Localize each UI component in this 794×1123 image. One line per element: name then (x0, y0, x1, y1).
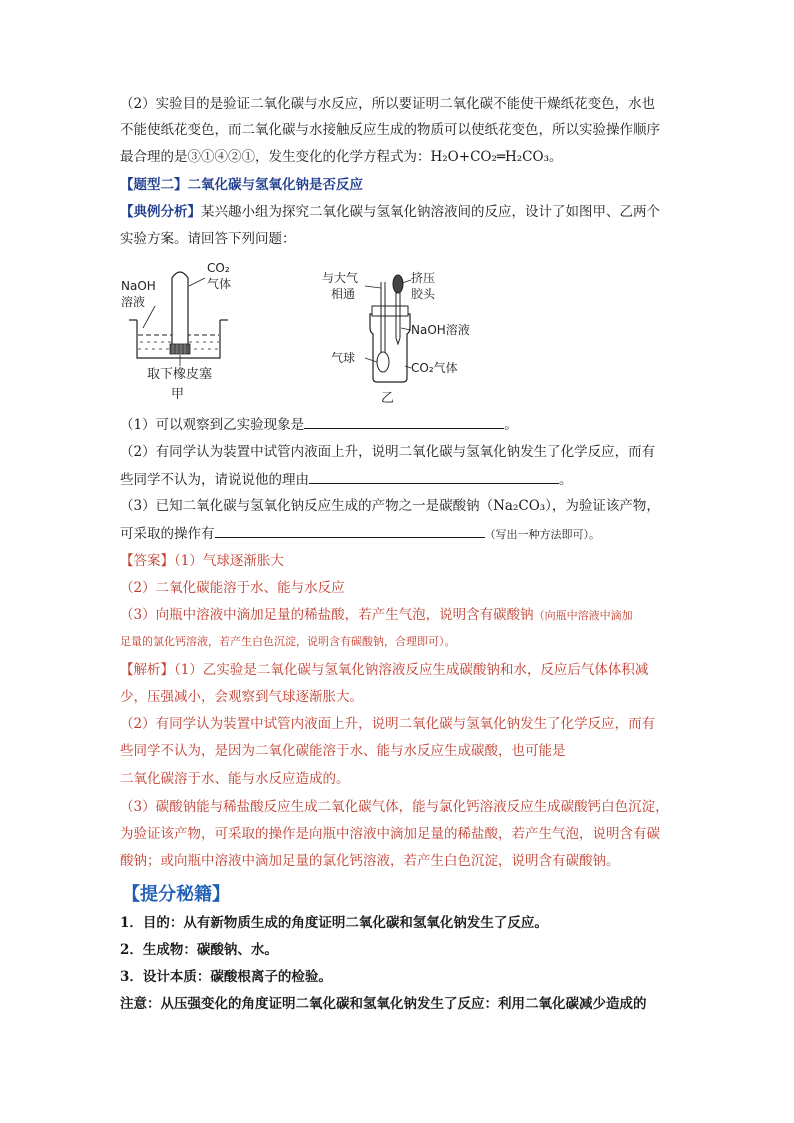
yi-co2-gas-label: CO₂气体 (411, 361, 458, 375)
jia-naoh-label: NaOH (121, 279, 156, 293)
q2-end: 。 (559, 472, 573, 488)
tip-note (120, 995, 647, 1013)
question-3-line-2 (120, 524, 600, 544)
tip-3-label: 3．设计本质： (120, 969, 211, 985)
yi-balloon-label: 气球 (331, 351, 356, 365)
analysis-line-4: 些同学不认为，是因为二氧化碳能溶于水、能与水反应生成碳酸，也可能是 (120, 743, 566, 759)
yi-atm-label-1: 与大气 (322, 271, 359, 285)
q3-blank[interactable] (215, 524, 485, 538)
answer-3-line-1 (120, 606, 633, 625)
yi-naoh-label: NaOH溶液 (411, 323, 470, 337)
tip-1-text: 从有新物质生成的角度证明二氧化碳和氢氧化钠发生了反应。 (183, 915, 548, 931)
yi-squeeze-label-2: 胶头 (411, 287, 436, 301)
answer-2: （2）二氧化碳能溶于水、能与水反应 (120, 580, 345, 596)
tip-2-text: 碳酸钠、水。 (196, 942, 278, 958)
tip-3 (120, 968, 332, 986)
tip-3-text: 碳酸根离子的检验。 (210, 969, 332, 985)
yi-figure-label: 乙 (381, 391, 395, 406)
jia-figure-label: 甲 (171, 387, 185, 402)
example-line-1 (120, 203, 660, 221)
tip-note-label: 注意： (120, 996, 161, 1012)
tip-1 (120, 914, 548, 932)
analysis-tag: 【解析】 (120, 662, 174, 678)
analysis-line-7: 为验证该产物，可采取的操作是向瓶中溶液中滴加足量的稀盐酸，若产生气泡，说明含有碳 (120, 826, 660, 842)
example-tag: 【典例分析】 (120, 204, 201, 220)
question-1 (120, 415, 518, 434)
apparatus-yi (322, 270, 470, 406)
q3-end: （写出一种方法即可）。 (484, 528, 600, 541)
q1-end: 。 (504, 417, 518, 433)
analysis-line-2: 少，压强减小，会观察到气球逐渐胀大。 (120, 689, 363, 705)
intro-line-3: 最合理的是③①④②①，发生变化的化学方程式为：H₂O+CO₂═H₂CO₃。 (120, 149, 563, 165)
tip-note-text: 从压强变化的角度证明二氧化碳和氢氧化钠发生了反应：利用二氧化碳减少造成的 (160, 996, 647, 1012)
answer-3-note-2: 足量的氯化钙溶液，若产生白色沉淀，说明含有碳酸钠，合理即可）。 (120, 635, 456, 648)
question-3-line-1: （3）已知二氧化碳与氢氧化钠反应生成的产物之一是碳酸钠（Na₂CO₃），为验证该产物， (120, 498, 660, 514)
heading-type2: 【题型二】二氧化碳与氢氧化钠是否反应 (120, 177, 363, 193)
example-text-1: 某兴趣小组为探究二氧化碳与氢氧化钠溶液间的反应，设计了如图甲、乙两个 (201, 204, 660, 220)
example-line-2: 实验方案。请回答下列问题： (120, 231, 296, 247)
analysis-line-6: （3）碳酸钠能与稀盐酸反应生成二氧化碳气体，能与氯化钙溶液反应生成碳酸钙白色沉淀， (120, 799, 669, 815)
tips-title: 【提分秘籍】 (122, 884, 230, 905)
q1-blank[interactable] (304, 415, 504, 429)
jia-remove-stopper-label: 取下橡皮塞 (147, 367, 213, 382)
q2-text: 些同学不认为，请说说他的理由 (120, 472, 309, 488)
intro-line-1: （2）实验目的是验证二氧化碳与水反应，所以要证明二氧化碳不能使干燥纸花变色，水也 (120, 96, 656, 112)
analysis-line-1 (120, 661, 648, 679)
analysis-text-1: （1）乙实验是二氧化碳与氢氧化钠溶液反应生成碳酸钠和水，反应后气体体积减 (174, 662, 649, 678)
q2-blank[interactable] (309, 470, 559, 484)
intro-line-2: 不能使纸花变色，而二氧化碳与水接触反应生成的物质可以使纸花变色，所以实验操作顺序 (120, 122, 660, 138)
answer-3-note-1: （向瓶中溶液中滴加 (533, 609, 633, 622)
q3-text: 可采取的操作有 (120, 526, 215, 542)
jia-solution-label: 溶液 (121, 295, 146, 309)
analysis-line-3: （2）有同学认为装置中试管内液面上升，说明二氧化碳与氢氧化钠发生了化学反应，而有 (120, 716, 656, 732)
analysis-line-8: 酸钠；或向瓶中溶液中滴加足量的氯化钙溶液，若产生白色沉淀，说明含有碳酸钠。 (120, 853, 620, 869)
answer-3: （3）向瓶中溶液中滴加足量的稀盐酸，若产生气泡，说明含有碳酸钠 (120, 607, 534, 623)
answer-1: （1）气球逐渐胀大 (174, 553, 284, 569)
jia-co2-label: CO₂ (207, 261, 230, 275)
answer-line-1 (120, 552, 284, 570)
tip-1-label: 1．目的： (120, 915, 184, 931)
q1-text: （1）可以观察到乙实验现象是 (120, 417, 305, 433)
apparatus-jia (121, 261, 231, 402)
question-2-line-1: （2）有同学认为装置中试管内液面上升，说明二氧化碳与氢氧化钠发生了化学反应，而有 (120, 444, 656, 460)
experiment-figure (115, 258, 495, 408)
jia-gas-label: 气体 (207, 277, 232, 291)
answer-tag: 【答案】 (120, 553, 174, 569)
tip-2-label: 2．生成物： (120, 942, 197, 958)
yi-squeeze-label-1: 挤压 (411, 271, 436, 285)
tip-2 (120, 941, 278, 959)
analysis-line-5: 二氧化碳溶于水、能与水反应造成的。 (120, 771, 350, 787)
question-2-line-2 (120, 470, 573, 489)
yi-atm-label-2: 相通 (331, 287, 356, 301)
